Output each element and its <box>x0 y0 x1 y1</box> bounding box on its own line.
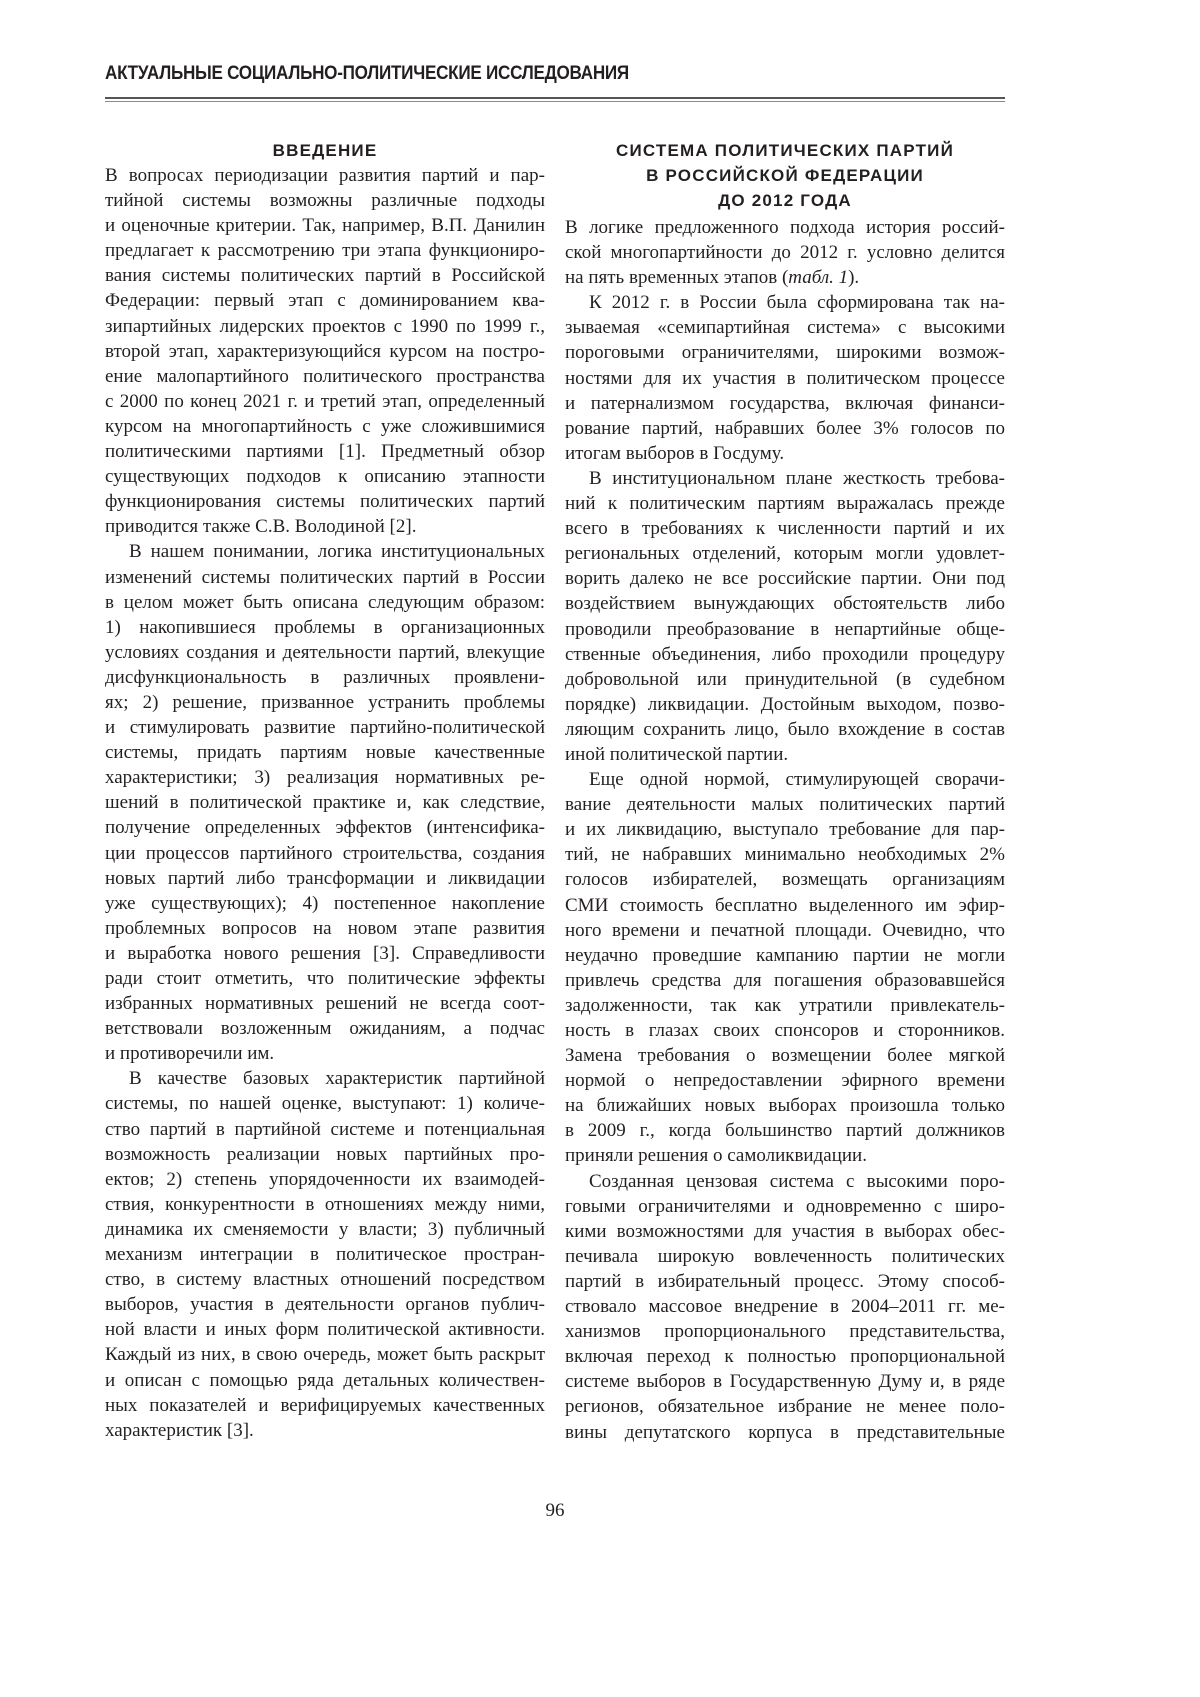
text-line: зипартийных лидерских проектов с 1990 по 1999 г., <box>105 314 545 339</box>
text-line: вания системы политических партий в Российской <box>105 263 545 288</box>
text-line: рование партий, набравших более 3% голосов по <box>565 416 1005 441</box>
text-line: второй этап, характеризующийся курсом на постро- <box>105 339 545 364</box>
text-line: В нашем понимании, логика институциональных <box>105 539 545 564</box>
text-line: всего в требованиях к численности партий и их <box>565 516 1005 541</box>
text-line: ствия, конкурентности в отношениях между ними, <box>105 1192 545 1217</box>
text-line: шений в политической практике и, как следствие, <box>105 790 545 815</box>
text-line: задолженности, так как утратили привлекатель- <box>565 993 1005 1018</box>
text-line: ственные объединения, либо проходили процедуру <box>565 642 1005 667</box>
text-line: и оценочные критерии. Так, например, В.П. Данилин <box>105 213 545 238</box>
text-line: предлагает к рассмотрению три этапа функциониро- <box>105 238 545 263</box>
right-body <box>565 215 1005 1445</box>
text-line: В вопросах периодизации развития партий и пар- <box>105 163 545 188</box>
text-line: дисфункциональность в различных проявлени- <box>105 665 545 690</box>
text-line: В институциональном плане жесткость требова- <box>565 466 1005 491</box>
text-line: кими возможностями для участия в выборах обес- <box>565 1219 1005 1244</box>
text-line: Каждый из них, в свою очередь, может быть раскрыт <box>105 1342 545 1367</box>
text-line: ради стоит отметить, что политические эффекты <box>105 966 545 991</box>
running-head: АКТУАЛЬНЫЕ СОЦИАЛЬНО-ПОЛИТИЧЕСКИЕ ИССЛЕДОВАНИЯ <box>105 63 629 85</box>
paragraph <box>105 163 545 539</box>
text-line: системе выборов в Государственную Думу и, в ряде <box>565 1369 1005 1394</box>
text-line: получение определенных эффектов (интенсифика- <box>105 815 545 840</box>
text-line: характеристики; 3) реализация нормативных ре- <box>105 765 545 790</box>
paragraph <box>565 466 1005 767</box>
text-line: К 2012 г. в России была сформирована так на- <box>565 290 1005 315</box>
text-line: ного времени и печатной площади. Очевидно, что <box>565 918 1005 943</box>
text-line: нормой о непредоставлении эфирного времени <box>565 1068 1005 1093</box>
text-line: регионов, обязательное избрание не менее поло- <box>565 1394 1005 1419</box>
text-line: функционирования системы политических партий <box>105 489 545 514</box>
paragraph <box>105 539 545 1066</box>
text-line: ний к политическим партиям выражалась прежде <box>565 491 1005 516</box>
text-line: политическими партиями [1]. Предметный обзор <box>105 439 545 464</box>
section-heading-party-system <box>565 138 1005 213</box>
text-line: Созданная цензовая система с высокими поро- <box>565 1169 1005 1194</box>
text-line: ворить далеко не все российские партии. Они под <box>565 566 1005 591</box>
text-line: тий, не набравших минимально необходимых 2% <box>565 842 1005 867</box>
text-line: В качестве базовых характеристик партийной <box>105 1066 545 1091</box>
text-line: ных показателей и верифицируемых качественных <box>105 1393 545 1418</box>
text-line: региональных отделений, которым могли удовлет- <box>565 541 1005 566</box>
text-line: 1) накопившиеся проблемы в организационных <box>105 615 545 640</box>
text-line: вины депутатского корпуса в представительные <box>565 1420 1005 1445</box>
text-line: существующих подходов к описанию этапности <box>105 464 545 489</box>
text-line <box>565 265 1005 290</box>
text-line: ляющим сохранить лицо, было вхождение в состав <box>565 717 1005 742</box>
heading-line: ВВЕДЕНИЕ <box>105 138 545 163</box>
text-line: курсом на многопартийность с уже сложившимися <box>105 414 545 439</box>
paragraph <box>565 1169 1005 1445</box>
text-line: добровольной или принудительной (в судебном <box>565 667 1005 692</box>
text-line: и стимулировать развитие партийно-политической <box>105 715 545 740</box>
text-line: на ближайших новых выборах произошла только <box>565 1093 1005 1118</box>
text-line: в 2009 г., когда большинство партий должников <box>565 1118 1005 1143</box>
heading-line: В РОССИЙСКОЙ ФЕДЕРАЦИИ <box>565 163 1005 188</box>
text-line: уже существующих); 4) постепенное накопление <box>105 891 545 916</box>
text-line: итогам выборов в Госдуму. <box>565 441 1005 466</box>
text-line: возможность реализации новых партийных про- <box>105 1142 545 1167</box>
text-line: и выработка нового решения [3]. Справедливости <box>105 941 545 966</box>
text-line: воздействием вынуждающих обстоятельств либо <box>565 591 1005 616</box>
text-line: Федерации: первый этап с доминированием ква- <box>105 288 545 313</box>
text-line: Замена требования о возмещении более мягкой <box>565 1043 1005 1068</box>
text-line: системы, по нашей оценке, выступают: 1) количе- <box>105 1091 545 1116</box>
text-line: привлечь средства для погашения образовавшейся <box>565 968 1005 993</box>
text-line: динамика их сменяемости у власти; 3) публичный <box>105 1217 545 1242</box>
text-line: В логике предложенного подхода история россий- <box>565 215 1005 240</box>
text-line: говыми ограничителями и одновременно с широ- <box>565 1194 1005 1219</box>
paragraph <box>565 290 1005 466</box>
page-number: 96 <box>0 1500 1110 1522</box>
text-line: в целом может быть описана следующим образом: <box>105 590 545 615</box>
text-line: ветствовали возложенным ожиданиям, а подчас <box>105 1016 545 1041</box>
text-line: приняли решения о самоликвидации. <box>565 1143 1005 1168</box>
right-column <box>565 138 1005 1445</box>
text-line: приводится также С.В. Володиной [2]. <box>105 514 545 539</box>
text-line: ской многопартийности до 2012 г. условно делится <box>565 240 1005 265</box>
text-segment: ). <box>848 267 859 288</box>
text-line: избранных нормативных решений не всегда соот- <box>105 991 545 1016</box>
text-line: ность в глазах своих спонсоров и сторонников. <box>565 1018 1005 1043</box>
text-line: ство партий в партийной системе и потенциальная <box>105 1117 545 1142</box>
text-line: проводили преобразование в непартийные обще- <box>565 617 1005 642</box>
table-reference: табл. 1 <box>788 267 848 288</box>
text-line: и их ликвидацию, выступало требование для пар- <box>565 817 1005 842</box>
heading-line: ДО 2012 ГОДА <box>565 188 1005 213</box>
text-line: голосов избирателей, возмещать организациям <box>565 867 1005 892</box>
text-line: ектов; 2) степень упорядоченности их взаимодей- <box>105 1167 545 1192</box>
text-line: условиях создания и деятельности партий, влекущие <box>105 640 545 665</box>
text-line: ханизмов пропорционального представительства, <box>565 1319 1005 1344</box>
text-segment: на пять временных этапов ( <box>565 267 788 288</box>
text-line: ение малопартийного политического пространства <box>105 364 545 389</box>
text-line: вание деятельности малых политических партий <box>565 792 1005 817</box>
paragraph <box>105 1066 545 1442</box>
text-line: Еще одной нормой, стимулирующей сворачи- <box>565 767 1005 792</box>
text-line: порядке) ликвидации. Достойным выходом, позво- <box>565 692 1005 717</box>
text-line: печивала широкую вовлеченность политических <box>565 1244 1005 1269</box>
text-line: ях; 2) решение, призванное устранить проблемы <box>105 690 545 715</box>
paragraph <box>565 767 1005 1169</box>
text-line: СМИ стоимость бесплатно выделенного им эфир- <box>565 893 1005 918</box>
section-heading-introduction <box>105 138 545 163</box>
text-line: с 2000 по конец 2021 г. и третий этап, определенный <box>105 389 545 414</box>
text-line: и патернализмом государства, включая финанси- <box>565 391 1005 416</box>
text-line: ной власти и иных форм политической активности. <box>105 1317 545 1342</box>
text-line: ции процессов партийного строительства, создания <box>105 841 545 866</box>
text-line: пороговыми ограничителями, широкими возмож- <box>565 340 1005 365</box>
text-line: системы, придать партиям новые качественные <box>105 740 545 765</box>
text-line: неудачно проведшие кампанию партии не могли <box>565 943 1005 968</box>
text-line: изменений системы политических партий в России <box>105 565 545 590</box>
paragraph <box>565 215 1005 290</box>
text-line: и описан с помощью ряда детальных количествен- <box>105 1368 545 1393</box>
left-body <box>105 163 545 1443</box>
heading-line: СИСТЕМА ПОЛИТИЧЕСКИХ ПАРТИЙ <box>565 138 1005 163</box>
text-line: механизм интеграции в политическое простран- <box>105 1242 545 1267</box>
text-line: выборов, участия в деятельности органов публич- <box>105 1292 545 1317</box>
text-line: иной политической партии. <box>565 742 1005 767</box>
text-line: зываемая «семипартийная система» с высокими <box>565 315 1005 340</box>
text-line: ствовало массовое внедрение в 2004–2011 гг. ме- <box>565 1294 1005 1319</box>
text-line: проблемных вопросов на новом этапе развития <box>105 916 545 941</box>
text-line: характеристик [3]. <box>105 1418 545 1443</box>
text-line: и противоречили им. <box>105 1041 545 1066</box>
text-line: ностями для их участия в политическом процессе <box>565 366 1005 391</box>
text-line: ство, в систему властных отношений посредством <box>105 1267 545 1292</box>
text-line: тийной системы возможны различные подходы <box>105 188 545 213</box>
left-column <box>105 138 545 1443</box>
text-line: включая переход к полностью пропорциональной <box>565 1344 1005 1369</box>
header-rule <box>105 97 1005 102</box>
text-line: партий в избирательный процесс. Этому способ- <box>565 1269 1005 1294</box>
text-line: новых партий либо трансформации и ликвидации <box>105 866 545 891</box>
